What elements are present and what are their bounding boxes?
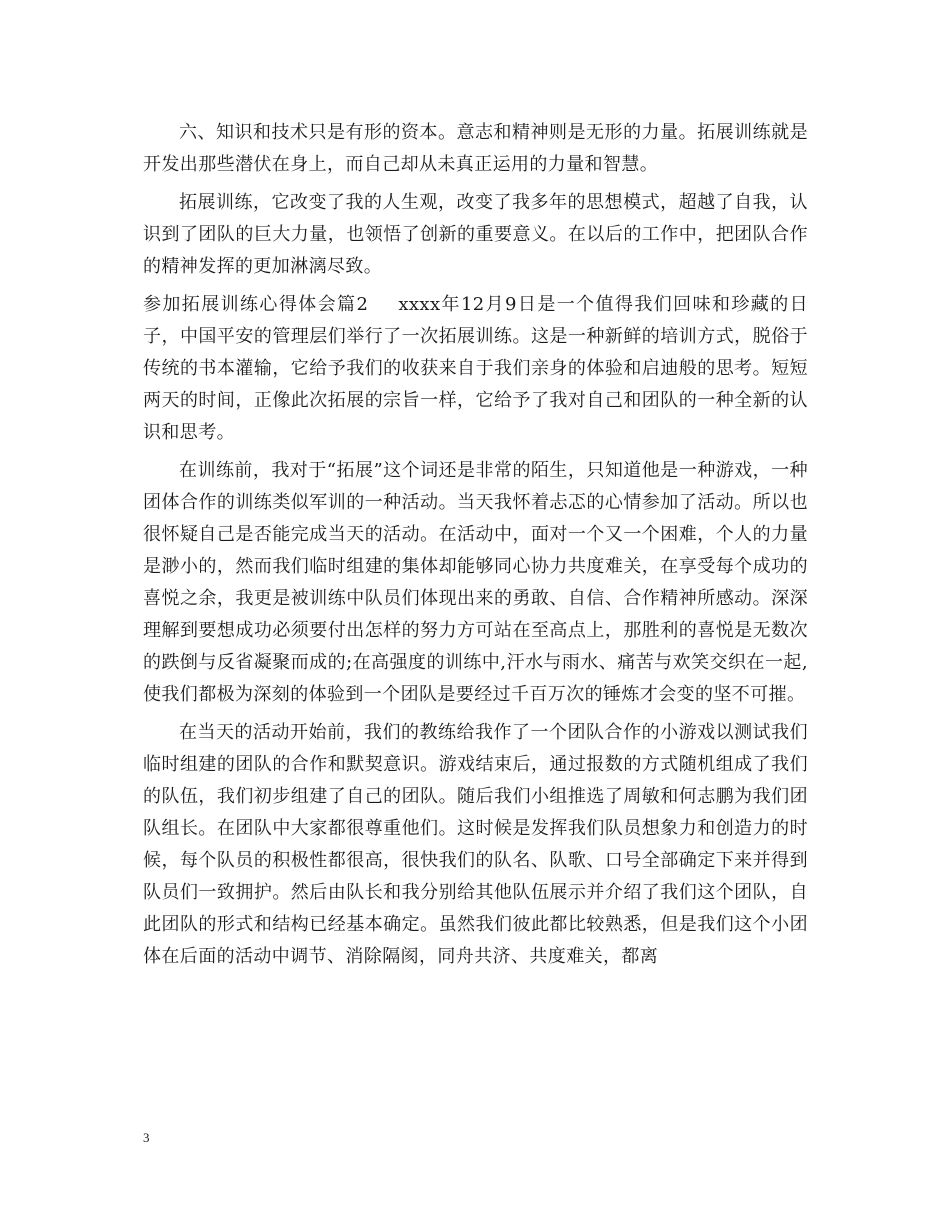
- section-intro-text: xxxx年12月9日是一个值得我们回味和珍藏的日子，中国平安的管理层们举行了一次拓展训练。这是一种新鲜的培训方式，脱俗于传统的书本灌输，它给予我们的收获来自于我们亲身的体验和启迪般的思考。短短两天的时间，正像此次拓展的宗旨一样，它给予了我对自己和团队的一种全新的认识和思考。: [143, 294, 808, 443]
- paragraph-before-training: 在训练前，我对于“拓展”这个词还是非常的陌生，只知道他是一种游戏，一种团体合作的训练类似军训的一种活动。当天我怀着忐忑的心情参加了活动。所以也很怀疑自己是否能完成当天的活动。在活动中，面对一个又一个困难，个人的力量是渺小的，然而我们临时组建的集体却能够同心协力共度难关，在享受每个成功的喜悦之余，我更是被训练中队员们体现出来的勇敢、自信、合作精神所感动。深深理解到要想成功必须要付出怎样的努力方可站在至高点上，那胜利的喜悦是无数次的跌倒与反省凝聚而成的;在高强度的训练中,汗水与雨水、痛苦与欢笑交织在一起,使我们都极为深刻的体验到一个团队是要经过千百万次的锤炼才会变的坚不可摧。: [143, 460, 808, 705]
- paragraph-outlook: 拓展训练，它改变了我的人生观，改变了我多年的思想模式，超越了自我，认识到了团队的巨大力量，也领悟了创新的重要意义。在以后的工作中，把团队合作的精神发挥的更加淋漓尽致。: [143, 192, 808, 277]
- paragraph-knowledge: 六、知识和技术只是有形的资本。意志和精神则是无形的力量。拓展训练就是开发出那些潜伏在身上，而自己却从未真正运用的力量和智慧。: [143, 122, 808, 175]
- paragraph-activity-start: 在当天的活动开始前，我们的教练给我作了一个团队合作的小游戏以测试我们临时组建的团队的合作和默契意识。游戏结束后，通过报数的方式随机组成了我们的队伍，我们初步组建了自己的团队。随后我们小组推选了周敏和何志鹏为我们团队组长。在团队中大家都很尊重他们。这时候是发挥我们队员想象力和创造力的时候，每个队员的积极性都很高，很快我们的队名、队歌、口号全部确定下来并得到队员们一致拥护。然后由队长和我分别给其他队伍展示并介绍了我们这个团队，自此团队的形式和结构已经基本确定。虽然我们彼此都比较熟悉，但是我们这个小团体在后面的活动中调节、消除隔阂，同舟共济、共度难关，都离: [143, 722, 808, 967]
- section-intro-paragraph: [143, 289, 808, 449]
- page-number: 3: [143, 1130, 150, 1145]
- section-heading: 参加拓展训练心得体会篇2: [143, 294, 369, 315]
- document-body: [143, 117, 808, 973]
